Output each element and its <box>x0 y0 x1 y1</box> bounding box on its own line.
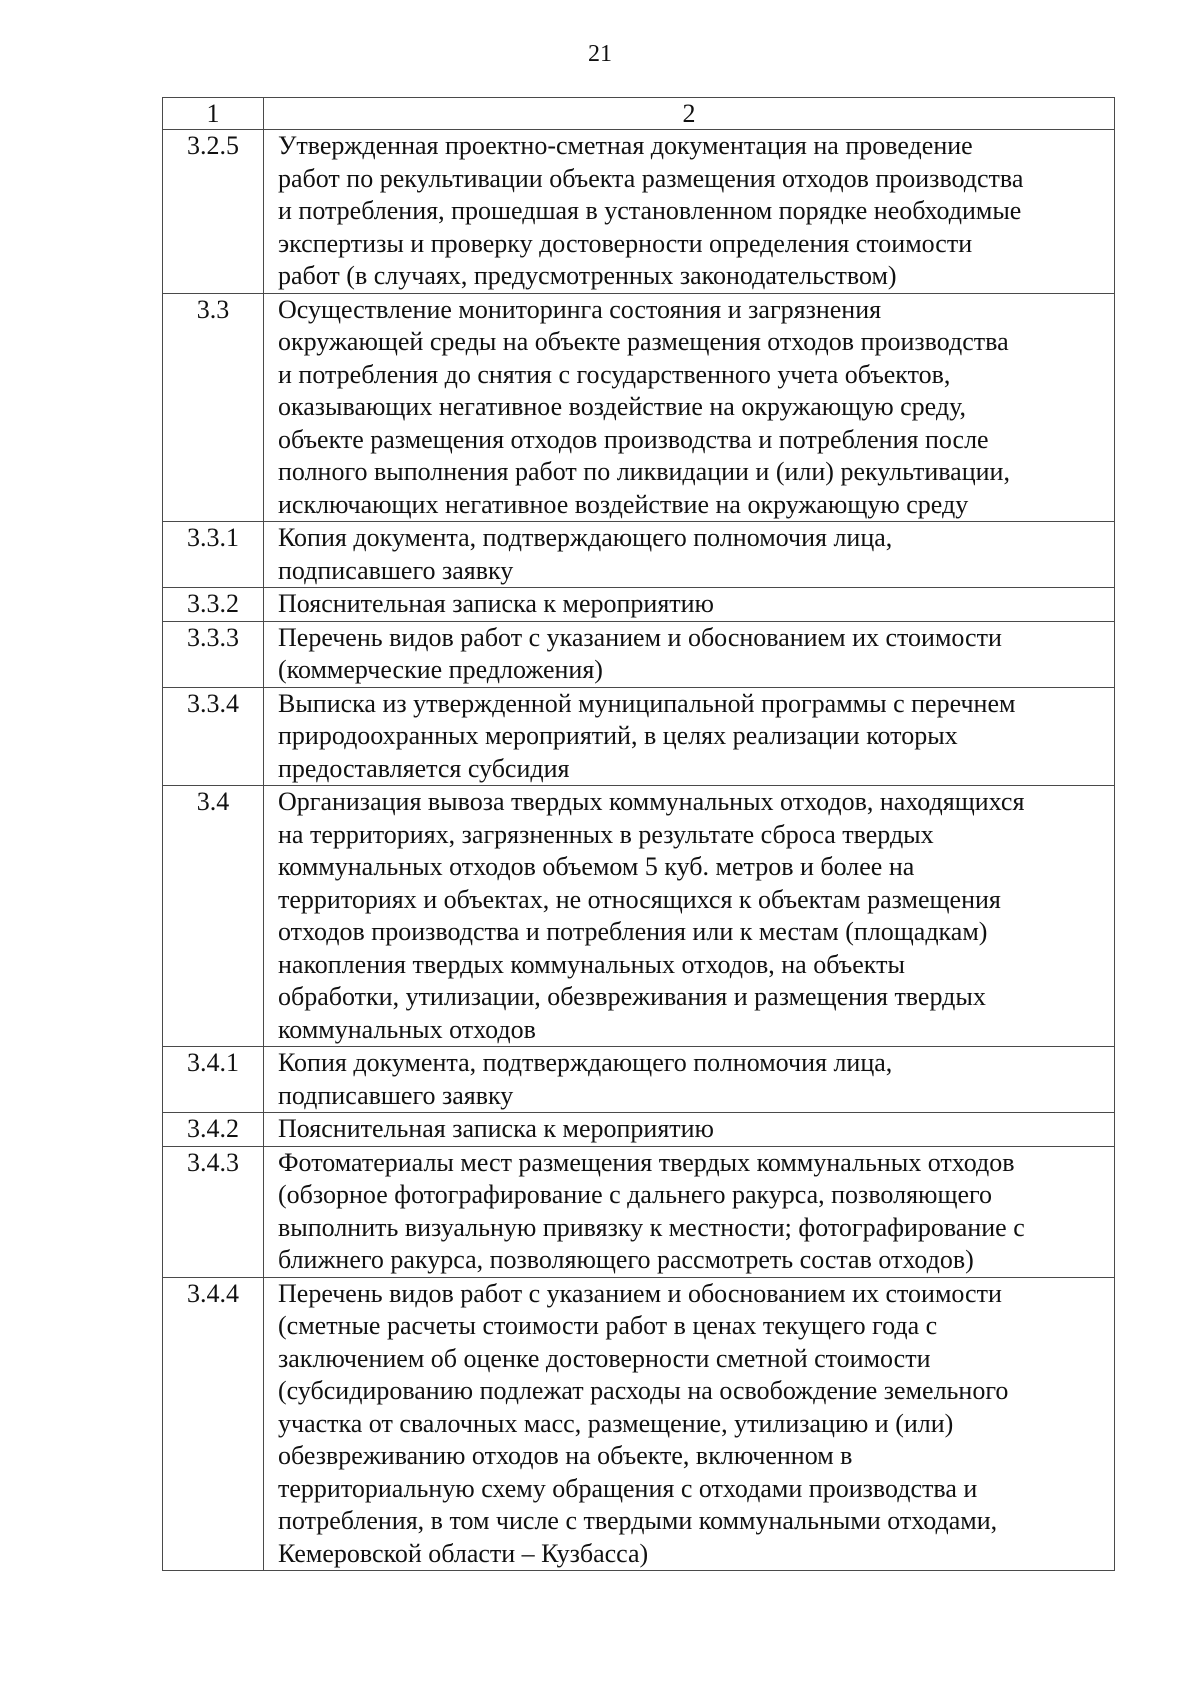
row-number: 3.4.2 <box>163 1113 264 1147</box>
table-header-row <box>163 98 1115 130</box>
table-row <box>163 588 1115 622</box>
table-row <box>163 522 1115 588</box>
table-row <box>163 687 1115 786</box>
row-number: 3.3.2 <box>163 588 264 622</box>
row-number: 3.3.1 <box>163 522 264 588</box>
table-row <box>163 1277 1115 1571</box>
row-text: Пояснительная записка к мероприятию <box>264 1113 1115 1147</box>
table-row <box>163 1113 1115 1147</box>
row-text: Копия документа, подтверждающего полномочия лица, подписавшего заявку <box>264 1047 1115 1113</box>
row-text: Утвержденная проектно-сметная документация на проведение работ по рекультивации объекта размещения отходов производства и потребления, прошедшая в установленном порядке необходимые экспертизы и проверку достоверности определения стоимости работ (в случаях, предусмотренных законодательством) <box>264 130 1115 294</box>
row-text: Перечень видов работ с указанием и обоснованием их стоимости (сметные расчеты стоимости работ в ценах текущего года с заключением об оценке достоверности сметной стоимости (субсидированию подлежат расходы на освобождение земельного участка от свалочных масс, размещение, утилизацию и (или) обезвреживанию отходов на объекте, включенном в территориальную схему обращения с отходами производства и потребления, в том числе с твердыми коммунальными отходами, Кемеровской области – Кузбасса) <box>264 1277 1115 1571</box>
row-number: 3.4.3 <box>163 1146 264 1277</box>
column-header-text: 2 <box>264 98 1115 130</box>
row-number: 3.3.4 <box>163 687 264 786</box>
page-number: 21 <box>588 41 612 67</box>
row-text: Пояснительная записка к мероприятию <box>264 588 1115 622</box>
column-header-number: 1 <box>163 98 264 130</box>
table-row <box>163 130 1115 294</box>
row-number: 3.3.3 <box>163 621 264 687</box>
row-text: Осуществление мониторинга состояния и загрязнения окружающей среды на объекте размещения отходов производства и потребления до снятия с государственного учета объектов, оказывающих негативное воздействие на окружающую среду, объекте размещения отходов производства и потребления после полного выполнения работ по ликвидации и (или) рекультивации, исключающих негативное воздействие на окружающую среду <box>264 293 1115 522</box>
row-number: 3.4.1 <box>163 1047 264 1113</box>
row-number: 3.2.5 <box>163 130 264 294</box>
row-number: 3.3 <box>163 293 264 522</box>
row-text: Копия документа, подтверждающего полномочия лица, подписавшего заявку <box>264 522 1115 588</box>
table-row <box>163 621 1115 687</box>
row-number: 3.4 <box>163 786 264 1047</box>
table-row <box>163 293 1115 522</box>
requirements-table <box>162 97 1115 1571</box>
table-row <box>163 1047 1115 1113</box>
row-number: 3.4.4 <box>163 1277 264 1571</box>
row-text: Организация вывоза твердых коммунальных отходов, находящихся на территориях, загрязненных в результате сброса твердых коммунальных отходов объемом 5 куб. метров и более на территориях и объектах, не относящихся к объектам размещения отходов производства и потребления или к местам (площадкам) накопления твердых коммунальных отходов, на объекты обработки, утилизации, обезвреживания и размещения твердых коммунальных отходов <box>264 786 1115 1047</box>
table-row <box>163 1146 1115 1277</box>
row-text: Фотоматериалы мест размещения твердых коммунальных отходов (обзорное фотографирование с дальнего ракурса, позволяющего выполнить визуальную привязку к местности; фотографирование с ближнего ракурса, позволяющего рассмотреть состав отходов) <box>264 1146 1115 1277</box>
table-row <box>163 786 1115 1047</box>
row-text: Выписка из утвержденной муниципальной программы с перечнем природоохранных мероприятий, в целях реализации которых предоставляется субсидия <box>264 687 1115 786</box>
row-text: Перечень видов работ с указанием и обоснованием их стоимости (коммерческие предложения) <box>264 621 1115 687</box>
